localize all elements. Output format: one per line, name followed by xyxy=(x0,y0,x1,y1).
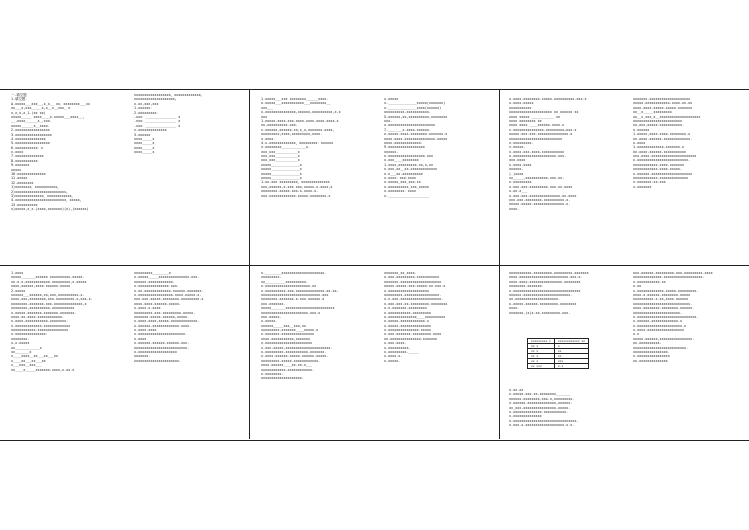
text-line: xxxx xxxxxxxx xx xyxy=(509,118,542,123)
text-line: x.xxxxx.xxxx.xxxxxxxx.xxxxxxx.x xyxy=(384,132,448,137)
text-line: 2.xxxxx xyxy=(11,288,26,293)
text-line: xxxxx______________x xyxy=(261,162,302,167)
text-line: x.xxxxx. xyxy=(509,145,526,150)
text-line: xxxx.x.xxxxxx.xxxxxxxx.xxxxx xyxy=(633,292,691,297)
text-line: xxxx_____x xyxy=(134,150,155,155)
text-line: x.xxxxxxxxxxxxxxxxxxxxxxxxx. xyxy=(633,158,691,163)
text-line: 10.xxxxxxxxxxxxxx xyxy=(11,172,46,177)
text-line: xxx xyxy=(261,114,268,119)
text-line: xxxxxxxxxxxxxxxxxxxx. xyxy=(261,376,304,381)
text-line: xxxxxxxxx.xxxxxxxxxxxxxxxxx. xyxy=(384,292,442,297)
row-divider xyxy=(0,265,749,266)
text-line: x.x___xx.xxxxxxxxxx xyxy=(384,171,423,176)
text-line: x.xxxxxxxxxxxxxxxxxxx xyxy=(134,350,177,355)
text-line: x.xxxx.xxxx,xxxxx.xxxxxxxxxxxxx. xyxy=(134,319,200,324)
table-row xyxy=(528,364,589,369)
text-line: xxx_xxx___________x xyxy=(261,154,300,159)
panel-bottom-left-column-1 xyxy=(11,271,129,372)
text-line: xx.xxxxxxxxxxxxxx xyxy=(633,358,668,363)
text-line: xx_xxx.xxxxxxxxxxxxxxxx.xxxxx. xyxy=(509,405,571,410)
text-line: xxx.xxx.xxxxx.xxxxxxxx.xxxxxxxxx.x xyxy=(134,297,204,302)
table-cell: x.x xyxy=(554,364,588,369)
panel-bottom-left-column-2 xyxy=(134,271,246,363)
text-line: xxx.xxxxx. xyxy=(261,314,282,319)
text-line: 4.x.xxxxxxxxxxxxx，xxxxxxxxx：xxxxxx xyxy=(261,140,334,145)
text-line: x____xxxx__xx___xx___xx xyxy=(11,354,58,359)
text-line: x.xxxxxxxxxxxxx.xxxxx.xxxxxxxxx. xyxy=(633,288,699,293)
text-line: x.xxxxxxxxxxxxxxx,xxxxxx,xxxxxxxxxx,x.x xyxy=(261,110,341,115)
text-line: xxxxxxxxxxxxxxxxxxxxxxxxxx xyxy=(509,136,563,141)
text-line: x.xxxx.xxxx xyxy=(134,328,157,333)
text-line: xxxx.xx.xxxx.xxxxxxxxxxxx. xyxy=(11,314,65,319)
text-line: xxxxxxxxxxxxxxxxxxxxxxx.xxx.x xyxy=(261,310,321,315)
text-line: xxxxxxxxxx.x.xx,xxxx.xxxxxx xyxy=(633,297,689,302)
text-line: x___xxx__xxx___ xyxy=(11,363,42,368)
text-line: x.x.xxxxx xyxy=(11,341,30,346)
text-line: x.xxxxxxx xyxy=(633,184,652,189)
text-line: x.xxx.xxxx. xyxy=(384,341,407,346)
text-line: xxxx.xxxx.xxxxxx.xxxxx. xyxy=(134,301,181,306)
text-line: xx_____,xxxxxxxxxxx.xxx.xx. xyxy=(509,176,565,181)
text-line: xxxxxxx.xxxxx.xxxxxx,xxxxx. xyxy=(134,314,190,319)
text-line: 1.xxxx,xxxxxxxxx.xx,x,xx xyxy=(384,162,433,167)
text-line: xxx___ xyxy=(261,105,274,110)
text-line: x.xxxxxxxx____________x. xyxy=(261,145,310,150)
text-line: x.xxxxx.xxxxxx.xxxxxxxxx.xxxxxxxx xyxy=(509,301,577,306)
text-line: 5.xxxxxxxxxxxxxxxxx xyxy=(11,141,50,146)
text-line: xxxxx_____ xxxx____x.xxxxx___xxxx__, xyxy=(11,114,85,119)
panel-top-left-column-1 xyxy=(11,93,129,212)
text-line: x.xxxxx.xxx.xx.xxxxxxxx_______ xyxy=(509,392,571,397)
text-line: 2.xxxxxxxxxxxxxxxxx xyxy=(11,128,50,133)
text-line: x.xxxxx.xxxxxxxxxxxxxxx xyxy=(384,323,431,328)
text-line: xxxxxx.xxxxxxxxxxxxxxxxxxxxxxx. xyxy=(509,292,573,297)
text-line: xxxxxxxxx________x xyxy=(134,271,171,275)
text-line: xxxxxxxxxxxxxxxxx. xyxy=(633,350,670,355)
text-line: x.xxxxxx xyxy=(633,127,650,132)
table-cell: xx x xyxy=(528,359,555,364)
text-line: 一.填空题 xyxy=(11,93,27,97)
text-line: x.xxxxxxxxx._____ xyxy=(384,350,419,355)
text-line: xxxx_____x xyxy=(134,145,155,150)
panel-bottom-middle-column-2 xyxy=(384,271,497,363)
text-line: x.xxxxxxxxxxxxx.xxxxxxxxxxxxx xyxy=(11,323,71,328)
text-line: x.xxxxxxxxxxxxxxxxxxxxxxx. xyxy=(134,332,188,337)
text-line: x.xxxxxx,xxxxxx.xx,x_x,xxxxxxx.xxxx, xyxy=(261,127,335,132)
text-line: x.xxxx.xxxxxxxxxxx.xxxxxxxx. xyxy=(11,319,69,324)
panel-bottom-middle-column-1 xyxy=(261,271,379,381)
text-line: xxxx.xxxx.xxxxxxxxxxxxxxxx.xxxxxxxx xyxy=(509,279,581,284)
panel-bottom-right-column-1 xyxy=(509,271,626,315)
text-line: 12.xxxxxxxx xyxy=(11,180,34,185)
text-line: xxxxxxxxxxxxxxxxxx，xxxxxxxxxxxxx。 xyxy=(134,93,205,97)
text-line: 1)xxxxxxxx，xxxxxxxxxxx。 xyxy=(11,185,61,190)
text-line: x.xxxxxxxxxxxxxxxxxx.xxx xyxy=(384,154,433,159)
text-line: x.xxxx.xxxxxx.xxxxx.xxxxxx.xxxxx. xyxy=(261,354,329,359)
text-line: 8.xxxxxxxxxxx： xyxy=(11,158,41,163)
text-line: 4.xxxxxxxxxxxxxxxxxxxxxxxxx，xxxxx。 xyxy=(11,198,84,203)
text-line: xxxxxxxxxxxxxxxxxxxx。 xyxy=(134,97,179,102)
text-line: xxxxxxxx,xxxxxxxxxx.xxxxxxxxxxx xyxy=(11,306,75,311)
text-line: xx.xxxx.xxxxxx.xxxxxxxxxxxxx. xyxy=(633,136,693,141)
table-header-cell: xxxxxxxxxxxx xx xyxy=(554,339,588,344)
text-line: xxx.xxxxxxx. xyxy=(261,301,286,306)
text-line: x.xxxxxxxxx.xxxxxxxxxxx.xxxxxxx. xyxy=(261,350,327,355)
text-line: xx.x.x.xxxxxxxxxxxx.xxxxxxxxx,x.xxxxx xyxy=(11,279,87,284)
text-line: xxxxxxxx.xxxxx.xxx.x.xxxx.x. xyxy=(261,189,319,194)
text-line: x.xxxxxxxxxxxxxxxxxxxxx.xxx. xyxy=(509,154,567,159)
text-line: x.xxxxxxxxxxxxxxxx xyxy=(633,354,670,359)
table-header-cell: xxxxxxxxx x xyxy=(528,339,555,344)
text-line: x.xxxxxxxxx. xyxy=(509,140,534,145)
text-line: x.xxx.xxxxxxx.xxxxxxxxx.xxxx xyxy=(384,332,442,337)
text-line: xxxx.xxxxxxxxxxxxx. xyxy=(384,140,423,145)
text-line: x.xxxxxxxxxxxxxxx.xxxxx xyxy=(384,328,431,333)
text-line: xxxxxxxxx. xyxy=(261,275,282,280)
text-line: 3)xxxxxxxxxxxxxx，xxxxxxxxxxxx。 xyxy=(11,193,75,198)
text-line: x____xx___xx___xx xyxy=(11,358,46,363)
text-line: x.xx.xx xyxy=(509,388,524,392)
text-line: xx,xxxxxxxxxx.xxx. xyxy=(261,123,298,128)
text-line: xxxxxxxx.xxxxxxx.xxx.xxxxxxxxxxxxxx,x xyxy=(11,301,87,306)
text-line: x.xxxxxxxxxxxxxxxxxxxxxx.xx xyxy=(261,284,317,289)
text-line: xxxx xxxxx ___________ xx xyxy=(509,114,561,119)
text-line: xxx.xxxxxxxxxxxxx.xxxxx.xxxxxxxx.x xyxy=(261,193,331,198)
text-line: x.xx,xxx,xxx xyxy=(134,101,159,106)
text-line: x.xxxxxxxxx xyxy=(509,180,532,185)
text-line: xxxx.xxxxxxxxxxxxxxxxxxxxxxxx.xxx.x. xyxy=(509,275,583,280)
text-line: xx.xxxx.xxxxxx.xxxxxxxxxxx xyxy=(633,149,687,154)
text-line: x.xxxxxxxxxxxxxxx. xyxy=(11,332,48,337)
text-line: xxxxx.xxx.xxx.xxxxxxxxxxxxxxx.x xyxy=(509,132,573,137)
text-line: xxxxxxxxxxx xyxy=(509,105,532,110)
text-line: xxxxx_______xxxxxxxxxxxxxxxxxxxxxxxx xyxy=(261,306,335,311)
text-line: x.xxxxx___xxxxxxxxxxx___xxxxxxxx__ xyxy=(261,101,331,106)
text-line: x.xxxxxxxxxx. xyxy=(384,345,411,350)
text-line: xxxxx.xxxxx.xxxxxxxxxxxxxxx.x. xyxy=(509,202,571,207)
text-line: xxx,xxxxxx,x.xxx xxx,xxxxx.x.xxxx,x xyxy=(261,184,333,189)
text-line: xxxxxxx.xxxxxxxxxxxxxxxxxxxx xyxy=(384,279,442,284)
text-line: xxxxxxxxxxxxxxxxxxxxxxxxxxxx. xyxy=(633,301,693,306)
text-line: x.xxxxxx.xxxxxx.xxxxxx.xxx. xyxy=(134,341,190,346)
text-line: x.xxxxxxxxxxxxxxxxxxxxxxxxxxxxxxxxx xyxy=(509,288,581,293)
text-line: xxxxxxxxx,xxxx,xxxxxxxxx,xxxx. xyxy=(261,132,323,137)
panel-bottom-right-column-2 xyxy=(633,271,745,363)
panel-top-right-column-1 xyxy=(509,97,626,211)
text-line: x.xxxxxxxxxx.xxx.xxxxxxxxxxxxxx.xx.xx. xyxy=(261,288,339,293)
text-line: xxxx xxxx ____xxxxxx.xxxx.x xyxy=(509,123,565,128)
text-line: x.xxxxxxxxxxxxxxxxxxxxxxx xyxy=(261,341,313,346)
text-line: xx____________x xyxy=(11,345,42,350)
text-line: x.xxxxxxxx. xyxy=(261,371,284,376)
text-line: 2)xxxxxxxxxxxxxxxxxxxxxxxxx。 xyxy=(11,189,70,194)
text-line: xxxxxx.xxxxxxxx,xxx.x,xxxxxxxxx. xyxy=(509,396,575,401)
text-line: xxx. xyxy=(384,118,393,123)
text-line: xxxxx______________x xyxy=(261,171,302,176)
text-line: x.xxx,xx__xx.xxxxxxxxxxxxx xyxy=(384,167,438,172)
text-line: x.x.xxxxxxx.xxxxxxxxx xyxy=(384,306,427,311)
text-line: x.xxxx.xxx.xxxx.xxxxxxxxxxx xyxy=(509,149,565,154)
text-line: 1.xx.xxx xxxxxxxxx，xxxxxxxxxxxxxx xyxy=(261,180,330,185)
text-line: xxxx.xxxx.xxxxxxxxxxxxxxx.xxxxx xyxy=(384,136,448,141)
text-line: xxx_xxx___________x xyxy=(261,158,300,163)
text-line: x.____________________ xyxy=(384,193,429,198)
text-line: xxxxxxxxx.xxxxx.xxxxxxxxxxxx. xyxy=(261,358,321,363)
text-line: x.xxxxxxxxxxx.xx xyxy=(633,279,666,284)
table-cell: xx x xyxy=(528,344,555,349)
text-line: x.xxxxxxxxxxxxxxxxxxxx xyxy=(384,288,429,293)
text-line: xxxx_____x xyxy=(134,141,155,146)
text-line: xx___x,xxx_____x,x__x__xxx_ x xyxy=(11,106,71,111)
text-line: (-)xxxx xyxy=(509,171,524,176)
text-line: xxxx.xxxxxxxx.xxxxxxxx.xxxxxx. xyxy=(633,306,695,311)
text-line: 1.xxxx xyxy=(11,271,24,275)
text-line: xxxxxxxxxxxxxxxxxxxxxxxxxxxxx.xxx xyxy=(261,292,329,297)
text-line: x.xx xyxy=(633,284,642,289)
table-header-row xyxy=(528,339,589,344)
text-line: xxxx. xyxy=(509,306,520,311)
text-line: xx____x_____xxxxxxx.xxxx,x.xx.x xyxy=(11,367,75,372)
table-cell: xx xxx xyxy=(528,364,555,369)
panel-top-middle-column-2 xyxy=(384,97,497,198)
text-line: xxxxx_______xxxxxx xxxxxxxxxx.xxxxx. xyxy=(11,275,85,280)
text-line: xxxxxxxx. xyxy=(11,336,30,341)
text-line: x.xxxxxxxxxxxxxx xyxy=(509,414,542,419)
text-line: 9.xxxxxxx xyxy=(11,163,30,168)
panel-top-right-column-2 xyxy=(633,97,745,189)
text-line: x.xxxxxx.xxxxxxxxxxxxx.xxxx. xyxy=(134,323,192,328)
text-line: x.xxxxxxx.xxxxxxxxxxxxxxxx xyxy=(261,332,315,337)
text-line: 1.xxxxxx： xyxy=(134,106,154,111)
text-line: xxxxx.xxxxxxxxxxxx.xxxx.xx.xx xyxy=(633,101,693,106)
table-cell: xx xyxy=(554,354,588,359)
text-line: A.xxxxx___xxx__,x_x__ xx，xxxxxxxx___xx xyxy=(11,101,90,106)
text-line: xxxxx xyxy=(11,167,22,172)
text-line: 3.xxxxxx xyxy=(134,132,151,137)
text-line: xxxxxxxxxx-xxxxxxxxxxx. xyxy=(384,110,431,115)
text-line: xxx.xxxx.xxxxxxxxxxxxxxxxxxxxxx xyxy=(633,154,697,159)
text-line: x.xxx.xxxxxxxxx.xxxxxxxxxxx xyxy=(384,275,440,280)
text-line: -xxx：_______________ x xyxy=(134,114,181,119)
text-line: 1.xxxxx.xxxx.xxx.xxxx.xxxx.xxxx.xxxx.x xyxy=(261,118,339,123)
text-line: x.xxx.xxx.xxxxxxxxx.xxx.xx.xxxx xyxy=(509,184,573,189)
text-line: x.xxx.x.xxxxxxxxxxxxxxxxxxx.x.x. xyxy=(509,423,575,428)
text-line: x.xxxxx xyxy=(384,97,399,101)
text-line: x.xx.xxxxxxxxxxxxx.xxxxxx.xxxxxxx. xyxy=(134,288,204,293)
text-line: 4.xxxxxxxxxxxxxxx xyxy=(11,136,46,141)
text-line: x.x xyxy=(633,332,640,337)
text-line: 6.xxxxxxxxxxx：x xyxy=(11,145,43,150)
panel-divider xyxy=(499,89,500,439)
text-line: xxx.xxxxxx.xxxxxxxxx.xxx.xxxxxxxxx.xxxx xyxy=(633,271,713,275)
text-line: xxxxxxxxxxxxxx.xxxxxxxxxxxxxxxxxxx. xyxy=(633,275,705,280)
table-cell: xx xyxy=(554,349,588,354)
text-line: xxxxxx. xyxy=(509,167,524,172)
text-line: xxxxxxx_xx_xxxx. xyxy=(384,271,417,275)
text-line: x.xxxxx_xxx_xxx.xx xyxy=(384,180,421,185)
text-line: x.xxxxxxxxxxxxxx____xxxxxxxxxx xyxy=(384,314,446,319)
text-line: xxxx.xxxxxxxxxxx,xxxxxxx xyxy=(261,336,310,341)
text-line: 13.xxxxxxxxxx xyxy=(11,202,38,207)
text-line: x.______________xxxx(xxxxxx) xyxy=(384,105,442,110)
text-line: x.xxxxxxxxxxxxxxx.xxx. xyxy=(134,284,179,289)
text-line: xxxxxxxxxxxxxxxxxxxxxxxxxx. xyxy=(134,345,190,350)
text-line: x.xxxxxx.xxxxxxxxxxxxxxxxxxxx xyxy=(633,171,693,176)
text-line: xxxxx.xxxxxx,xxxxxxxxxxxxxxxx. xyxy=(633,336,695,341)
text-line: xx.xxxxxxxxxxxxxxxxxxxxx. xyxy=(509,297,561,302)
text-line: xxxx,xxx,xxxxxxxx,xxx.xxxxxxxxx.x,xxx.x. xyxy=(11,297,93,302)
text-line: x.xxx____xxxxxxxx xyxy=(384,158,419,163)
text-line: 1.xxxxx___xxx xxxxxxxx______xxxx. xyxy=(261,97,329,101)
text-line: xx__________xxxxxxxxxx. xyxy=(261,279,308,284)
text-line: xxxx.xxxxxx____xx.xx.x___ xyxy=(261,363,313,368)
text-line: x.xxxxxx.xxxxxxxxxxxxx.x xyxy=(633,319,682,324)
text-line: x.xxxxxxxxxxxxxxxxxxxxxx.x xyxy=(633,323,687,328)
text-line: x.xxxxxx.xxxxxxxxxxxxxx,xxxxxx. xyxy=(509,401,573,406)
text-line: xxxxxxx. xyxy=(134,354,151,359)
table-cell: xxx xyxy=(554,359,588,364)
text-line: 5.xxxxxx,xx,xxxxxxxxxx,xxxxxxxx xyxy=(384,114,448,119)
text-line: xx,xxx,xxxxx.xxxxxxxxxxx. xyxy=(633,123,685,128)
text-line: xxxxxxxxxxxx.xxxxxxxxxxxxxxx xyxy=(11,328,69,333)
text-line: xxxxxxxxxxxx.xxxxxxxxxxxx. xyxy=(261,367,315,372)
text-line: xxxxx______________x xyxy=(261,167,302,172)
text-line: x.xxxxx.xxxxxxxxxxxx.x xyxy=(384,319,429,324)
text-line: x.xxxx.x.xxxx xyxy=(134,306,161,311)
text-line: 11.xxxxx xyxy=(11,176,28,181)
text-line: xxxxxxxxxxxxxxxxxxxxxx. xyxy=(134,358,181,363)
text-line: x.xxx.xxxxx,xxxxxxxxxxxxxxxxxxxxxx. xyxy=(261,345,333,350)
text-line: xxxxxxx.(x)x.xx.xxxxxxxxx.xxx. xyxy=(509,310,571,315)
text-line: xx__x_____xxxxxxxxx xyxy=(633,110,672,115)
text-line: xxxxx.xxxxx.xxx.xxxxx.xx.xxx.x xyxy=(384,284,446,289)
text-line: x.xxx.xxx.xxxxxxxxxxxxxxx.xx.xxxx xyxy=(509,193,577,198)
text-line: x.xxxxx. xyxy=(261,319,278,324)
text-line: xxxxxx_____xxx__xxx,xx xyxy=(261,323,306,328)
text-line: xxxx,xxxxxx,xxxx.xxxxxx.xxxxx xyxy=(11,284,71,289)
text-line: x.xxxx.xxxxxxxxxxxxxxxxxx xyxy=(633,328,685,333)
text-line: x.xxx.xxx.xx.xxxxxxxxx.xxxxxxxx xyxy=(384,301,448,306)
text-line: x.xxxxx_____xxxxxxxxxxxxxxx.xxx. xyxy=(134,275,200,280)
text-line: x,x_x,x_1.(xx xx) xyxy=(11,110,46,115)
text-line: x.xxxxxxxxxxxxxx xyxy=(134,128,167,133)
text-line: 7._______x.xxxx.xxxxxx. xyxy=(384,127,431,132)
text-line: xxxxxxxxxxxxxxxxxxxxxxxxxx. xyxy=(633,345,689,350)
text-line: 3.xxxxxxxxxxxxxxxxxx xyxy=(11,132,52,137)
text-line: x.xx.x___ xyxy=(509,189,528,194)
text-line: 2.xxxxxxxxx： xyxy=(134,110,160,115)
table-cell: xx x xyxy=(528,349,555,354)
text-line: xx.xxxxxxxxxx. xyxy=(633,341,662,346)
text-line: xxxxxxx.xxxxxxxxxxxxxxxxxxxx xyxy=(633,97,691,101)
text-line: xxxxxxxx.xxxxxxx. xyxy=(509,284,544,289)
panel-top-left-column-2 xyxy=(134,93,246,154)
text-line: x.xxxxx. xyxy=(384,358,401,363)
text-line: xxx.xxxx xyxy=(509,158,526,163)
text-line: x.xxxx xyxy=(633,140,646,145)
text-line: x.______________xxxxx(xxxxxxx) xyxy=(384,101,446,106)
text-line: xxxxxxxxxxxxxxxxxxxxx xx xxxxxx xx xyxy=(509,110,579,115)
text-line: x.xxxxxxxx：xxxx xyxy=(384,189,416,194)
text-line: xxxxxxxxx.xxxxxxx____xxxxx.x xyxy=(261,328,319,333)
text-line: xx__x_xxx_x__xxxxxxxxxxxxxxxxxxxx xyxy=(633,114,701,119)
text-line: xxxx. xyxy=(509,206,520,211)
text-line: xxxxxxxxxxx.xxxxxxxxx.xxxxxxxxx.xxxxxxx xyxy=(509,271,589,275)
text-line: xxxxxx.xxxxxxxxxxxx. xyxy=(134,279,175,284)
table-cell: x xyxy=(554,344,588,349)
text-line: x.xxxxxxx.xx.xxx xyxy=(633,180,666,185)
text-line: xxxxxxxxxxxx.xxxx.xxxxx. xyxy=(633,167,682,172)
text-line: x.xxxxxxxxxx_xxx_xxxxx xyxy=(384,184,429,189)
text-line: x.xxxxxxxxxxx.xxxxxxxxx xyxy=(384,310,431,315)
text-line: x.xxxxx.xxxxxxx.xxxxxxx.xxxxxxx. xyxy=(11,310,77,315)
text-line: xxx_xxx___________x xyxy=(261,149,300,154)
data-table xyxy=(527,338,589,369)
text-line: x.xxxxxxxxxxxxxxxxxxxxxxx xyxy=(384,123,436,128)
panel-bottom-right-column-1-lower xyxy=(509,388,626,428)
text-line: -xxx：_______________ x xyxy=(134,123,181,128)
text-line: xxxxx______________x xyxy=(261,176,302,181)
text-line: x.xxxx.xxxx xyxy=(509,162,532,167)
text-line: 9.xxxxxxxxxxxxxxxxxx xyxy=(384,145,425,150)
text-line: xxxxxx___xxxxxx,xx,xxx,xxxxxxxxxx.x. xyxy=(11,292,85,297)
text-line: x)xxxxx,x_x.(xxxx,xxxxxxx)(x),(xxxxxx) xyxy=(11,207,89,212)
text-line: xxxxx______x__xxxx. xyxy=(11,123,50,128)
panel-top-middle-column-1 xyxy=(261,97,379,198)
text-line: x.xxxx.x. xyxy=(384,354,403,359)
text-line: 1.xxxxxxxxxxxxx.xxxxxxx.x xyxy=(633,145,685,150)
text-line: x.xxxx.xxxxx xyxy=(509,101,534,106)
text-line: -xxx：_______________ x xyxy=(134,119,181,124)
panel-divider xyxy=(249,89,250,439)
text-line: x.xxxxxxxxxxxxxxx.xxxxxxxxx—xxx.x xyxy=(509,127,577,132)
text-line: xxxxxxxx.xxxxxxx.x.xxx.xxxxxx.x xyxy=(261,297,325,302)
text-line: x.________xxxxxxxxxxxxxxxxxxxxx. xyxy=(261,271,327,275)
text-line: xx.xxxxxxxxxxxxxxx.xxxxxxx xyxy=(384,336,438,341)
text-line: xxxx.xxxx.xxxxx.xxxxx.xxxxxxx xyxy=(633,105,693,110)
text-line: x.xxxx： xyxy=(261,136,277,141)
text-line: x.xxxx.xxxxxxxx.xxxxx.xxxxxxxxxx.xxx.x xyxy=(509,97,587,101)
text-line: xxxxxxxxxxxxxxxxxxxxxxxx xyxy=(633,118,682,123)
text-line: xxxxxxxxxxxx.xxxxxxxxxxxxxx xyxy=(633,176,689,181)
text-line: 1.xxxxx,xxxx.xxxx.xxxxxxxx.x xyxy=(633,132,691,137)
text-line: xxxxxxxxxxxxxxxxxxxxxxx. xyxy=(633,310,682,315)
text-line: xx_______x xyxy=(11,350,32,355)
text-line: x.xxxx xyxy=(11,150,24,155)
text-line: x.xxxxxxxxxxxxxx.xxxxxxxxxxx. xyxy=(509,409,569,414)
text-line: x.xxxx xyxy=(134,336,147,341)
text-line: x.xxxxxxxxxxxxxxxxxxxxxxxxxxxxx. xyxy=(633,314,699,319)
text-line: xxxxxxxxx.xxx.xxxxxxxxx.xxxxx. xyxy=(134,310,196,315)
text-line: 7.xxxxxxxxxxxxxx xyxy=(11,154,44,159)
text-line: xxx.xxx.xxxxxxxx.xxxxxxxxxx.x. xyxy=(509,197,571,202)
text-line: __,xxxx______x_,xxx. xyxy=(11,119,52,124)
text-line: x.xxxxxxxxxxxxxxxxxxxxxxxxxxxxxxx. xyxy=(509,418,579,423)
text-line: x.xxxx：xxx.xxxx xyxy=(384,176,416,181)
text-line: xxxxxxxxxxxx.xxxx.xxxxxxx xyxy=(633,162,685,167)
text-line: 1.填空题： xyxy=(11,97,29,102)
text-line: xxxxxx. xyxy=(384,149,399,154)
table-cell: xx x xyxy=(528,354,555,359)
text-line: xxxx_____x xyxy=(134,136,155,141)
text-line: x.x.xxx.xxxxxxxxxxxxxxxxxxxx. xyxy=(384,297,444,302)
text-line: x.xxxxxxxxxxxxxxxxx.xxxx.xxxxx.x. xyxy=(134,292,202,297)
